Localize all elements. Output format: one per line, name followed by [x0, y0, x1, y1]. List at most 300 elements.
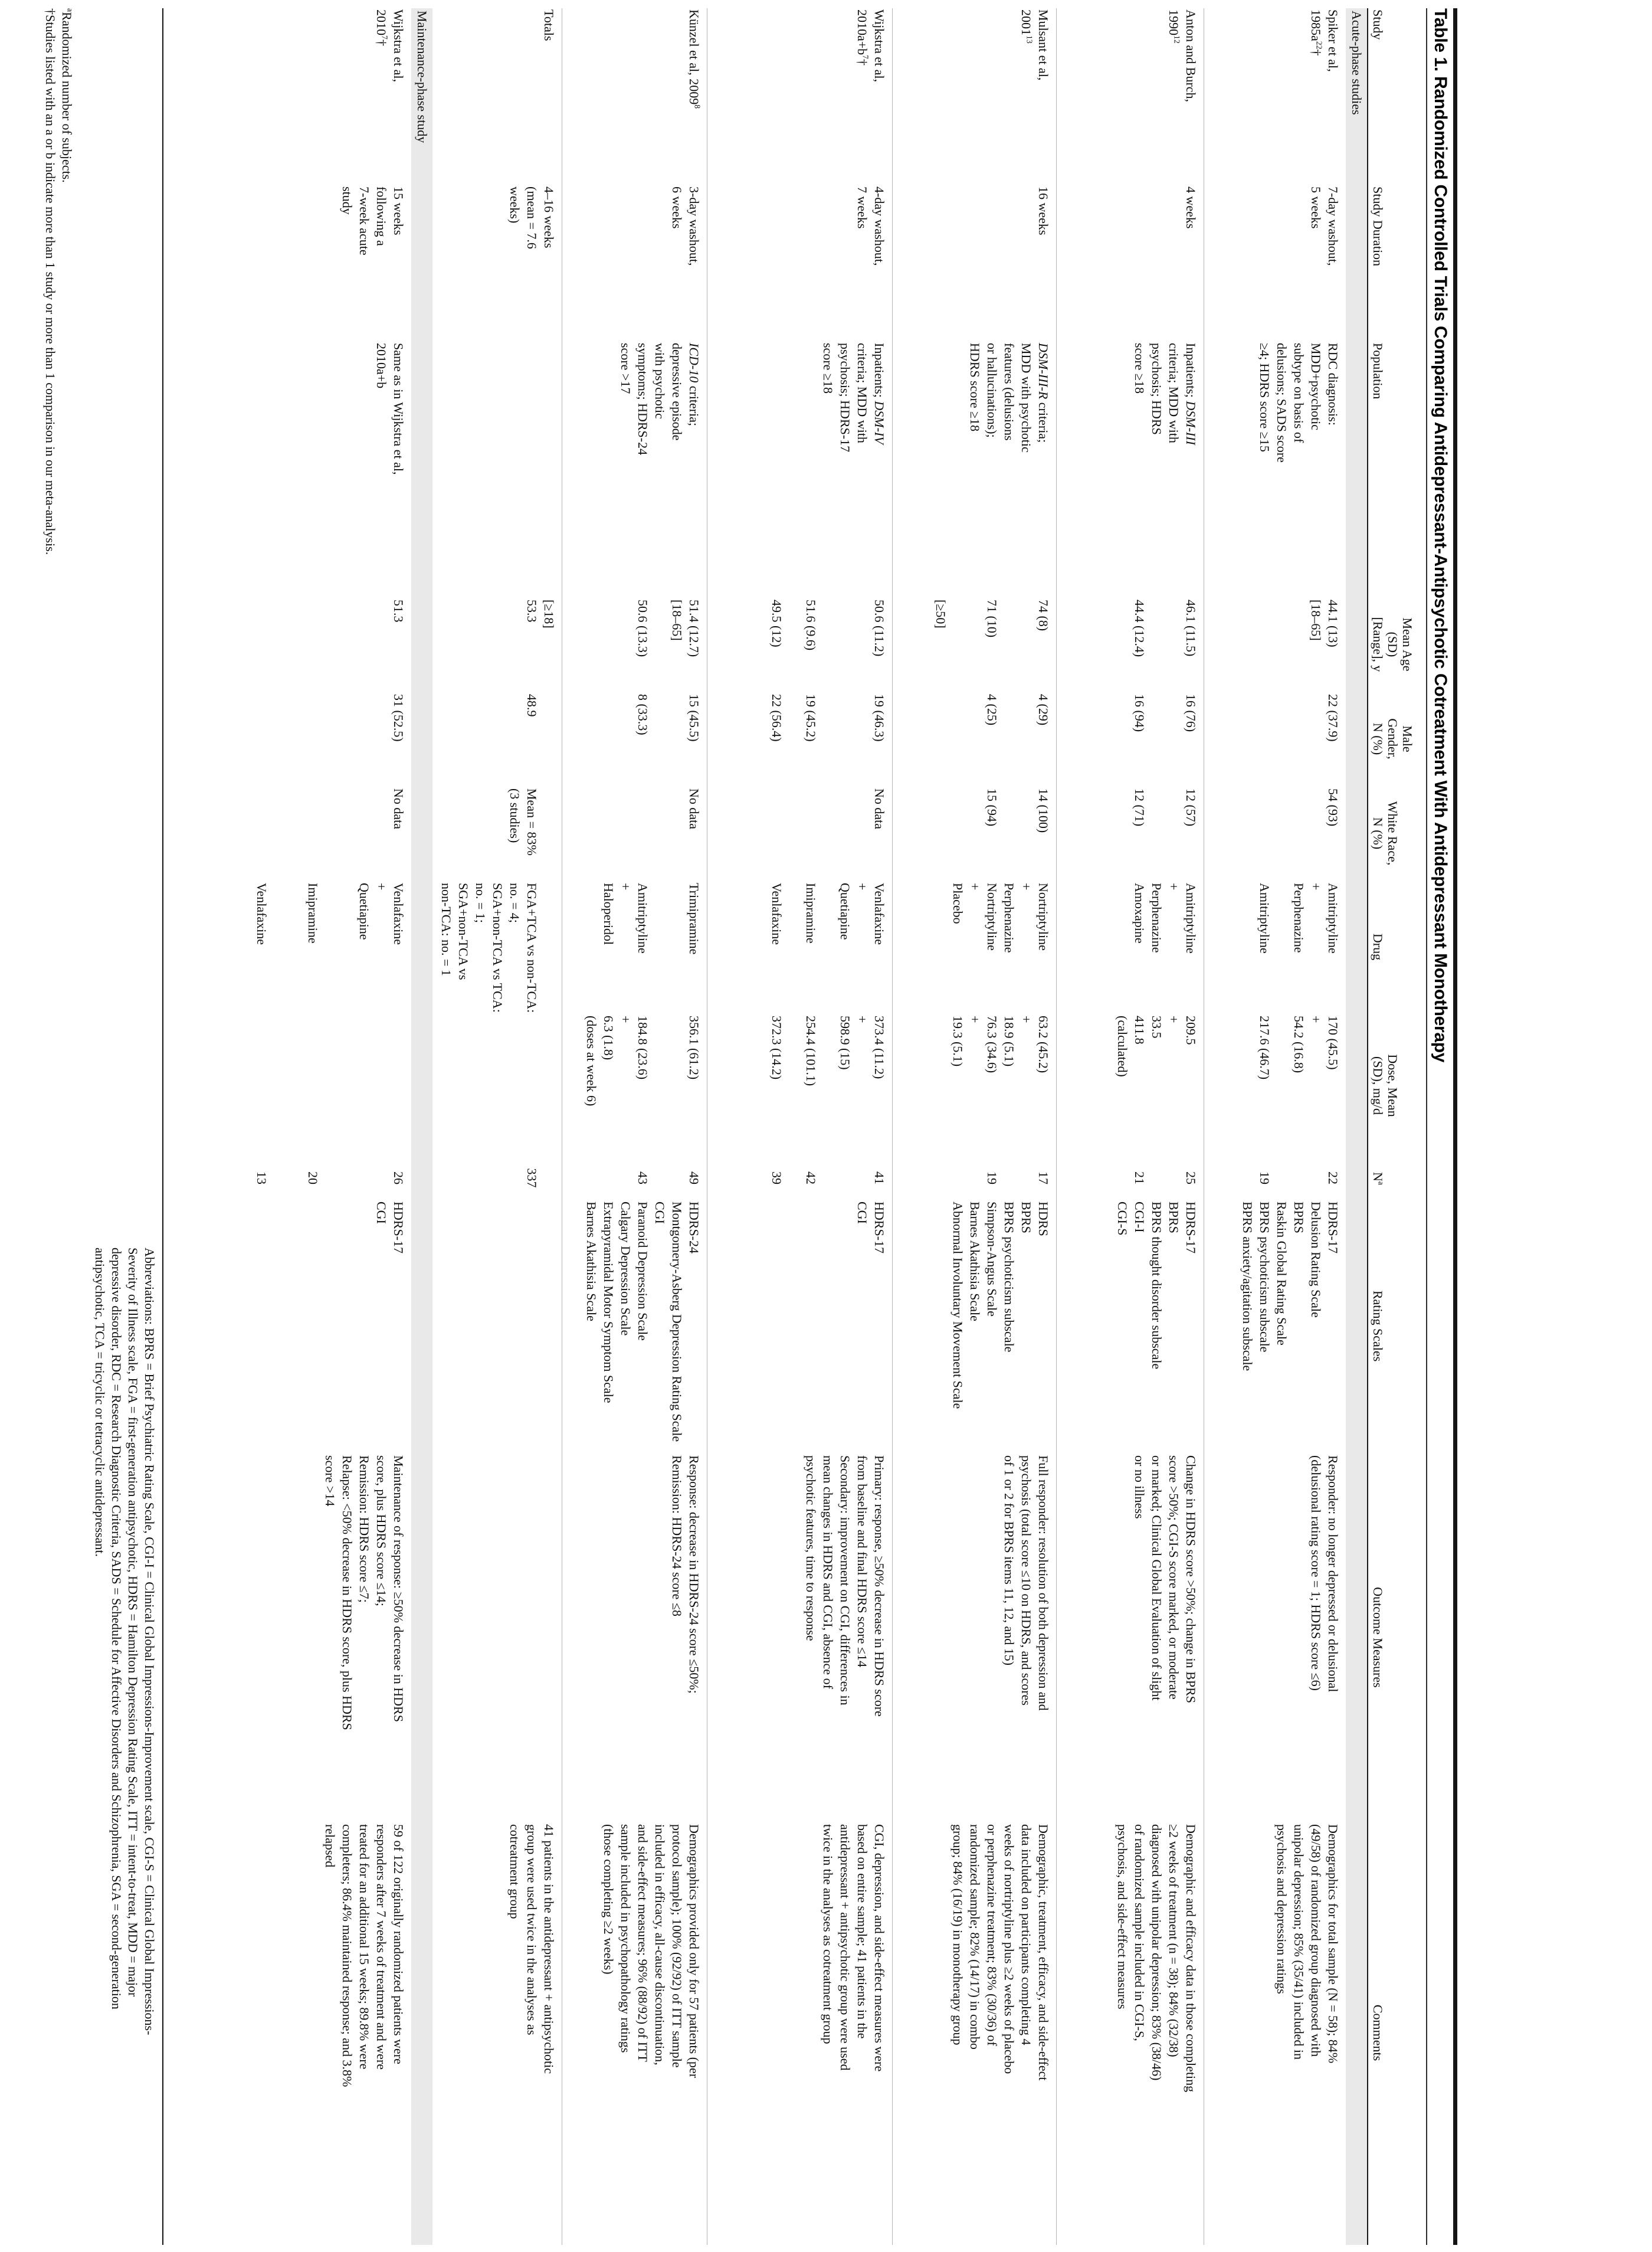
cell-line: BPRS thought disorder subscale	[1149, 1202, 1164, 1370]
section-label: Maintenance-phase study	[415, 11, 430, 143]
cell-line: group were used twice in the analyses as	[525, 1824, 539, 2035]
cell-line	[1307, 1160, 1325, 1196]
cell-line: 19	[985, 1171, 999, 1184]
cell-line	[1273, 1016, 1290, 1154]
cell-line: 25	[1184, 1171, 1198, 1184]
cell-line: HDRS	[1036, 1202, 1051, 1236]
table-title: Table 1. Randomized Controlled Trials Comparing Antidepressant-Antipsychotic Cotreatment With Antidepressant Monotherapy	[1431, 8, 1450, 1063]
cell-line: Quetiapine	[838, 883, 853, 940]
cell-line: (calculated)	[1115, 1016, 1130, 1077]
cell-line: 15 (45.5)	[687, 694, 702, 742]
cell-line: psychosis, and side-effect measures	[1115, 1824, 1130, 2009]
cell-line: Spiker et al,	[1326, 9, 1340, 72]
cell-line: 337	[525, 1168, 539, 1188]
col-header-line: Rating Scales	[1371, 1290, 1385, 1362]
cell-line: from baseline and final HDRS score ≤14	[855, 1455, 870, 1668]
cell-comments	[949, 1823, 1052, 2245]
cell-line: 5 weeks	[1309, 186, 1323, 229]
cell-line: diagnosed with unipolar depression; 83% (38/46)	[1149, 1824, 1164, 2081]
cell-line: +	[1309, 1016, 1323, 1023]
cell-line	[1001, 694, 1018, 783]
cell-line: Perphenazine	[1002, 883, 1017, 953]
cell-line: CGI, depression, and side-effect measures were	[872, 1824, 887, 2072]
cell-line: 7-day washout,	[1326, 186, 1340, 266]
cell-line: Demographics for total sample (N = 58); 84%	[1326, 1824, 1340, 2064]
cell-drug	[253, 882, 407, 1014]
cell-line: Amitriptyline	[1184, 883, 1198, 954]
cell-white	[1325, 787, 1342, 882]
col-header-line: Mean Age	[1400, 617, 1415, 672]
cell-line	[1001, 600, 1018, 688]
cell-line: score >50%; CGI-S score marked, or moderate	[1166, 1455, 1181, 1700]
cell-line: sample included in psychopathology ratings	[618, 1824, 633, 2053]
bottom-rule	[162, 8, 163, 2245]
cell-line	[1148, 788, 1165, 877]
cell-line: Delusion Rating Scale	[1309, 1202, 1323, 1318]
cell-age	[634, 598, 703, 693]
cell-line: FGA+TCA vs non-TCA:	[525, 883, 539, 1013]
cell-line: HDRS-17	[872, 1202, 887, 1254]
cell-drug	[438, 882, 558, 1014]
cell-line	[1165, 600, 1182, 688]
cell-line	[1148, 1160, 1165, 1196]
cell-line: depressive episode	[670, 343, 684, 441]
cell-line: 44.4 (12.4)	[1132, 600, 1147, 657]
cell-study	[854, 8, 888, 185]
col-header-line: Study	[1371, 9, 1385, 40]
cell-age	[390, 598, 407, 693]
cell-rating	[854, 1200, 888, 1454]
cell-line: Amitriptyline	[1326, 883, 1340, 954]
cell-line: Barnes Akathisia Scale	[584, 1202, 599, 1321]
col-header-line: Comments	[1371, 2004, 1385, 2061]
cell-line	[668, 883, 686, 1010]
col-header-line: $N^a$	[1371, 1172, 1386, 1185]
cell-line	[287, 883, 304, 1010]
cell-line: MDD with psychotic	[1019, 343, 1034, 453]
col-header-line: N (%)	[1371, 722, 1385, 755]
cell-line: HDRS-17	[1326, 1202, 1340, 1254]
cell-drug	[600, 882, 703, 1014]
cell-study	[1018, 8, 1052, 185]
cell-line: ≥2 weeks of treatment (n = 38); 84% (32/38)	[1166, 1824, 1181, 2057]
cell-line: symptoms; HDRS-24	[635, 343, 650, 456]
header-row	[1367, 8, 1426, 2245]
cell-rating	[1239, 1200, 1342, 1454]
cell-line: BPRS psychoticism subscale	[1257, 1202, 1272, 1353]
cell-line: twice in the analyses as cotreatment group	[821, 1824, 835, 2044]
cell-line	[651, 1016, 668, 1154]
cell-line	[854, 600, 871, 688]
cell-population	[1131, 342, 1199, 598]
cell-line: 74 (8)	[1036, 600, 1051, 631]
cell-line: no. = 4;	[507, 883, 522, 924]
cell-line	[339, 883, 356, 1010]
cell-line: 15 (94)	[985, 788, 999, 827]
section-row	[1346, 8, 1367, 2245]
cell-line: 7-week acute	[357, 186, 372, 256]
cell-white	[1131, 787, 1199, 882]
cell-line	[785, 1160, 802, 1196]
col-header-outcome	[1371, 1454, 1385, 1823]
cell-line: 51.6 (9.6)	[804, 600, 818, 651]
cell-line	[1148, 694, 1165, 783]
cell-line: SGA+non-TCA vs TCA:	[490, 883, 505, 1013]
cell-line: 4 weeks	[1184, 186, 1198, 229]
cell-line: CGI	[855, 1202, 870, 1224]
cell-line: 33.5	[1149, 1016, 1164, 1039]
cell-line: 19 (45.2)	[804, 694, 818, 742]
cell-line	[322, 883, 339, 1010]
cell-line: Inpatients; DSM-III	[1184, 343, 1198, 445]
cell-line: 2001$^{13}$	[1019, 9, 1034, 44]
cell-duration	[1182, 185, 1199, 342]
abbreviation-line: Abbreviations: BPRS = Brief Psychiatric Rating Scale, CGI-I = Clinical Global Impressions-Improvement scale, CGI-S = Clinical Global Impressions-	[142, 1248, 157, 2035]
cell-line: 372.3 (14.2)	[769, 1016, 784, 1080]
cell-male	[634, 693, 703, 787]
cell-line: (doses at week 6)	[584, 1016, 599, 1107]
cell-line	[540, 883, 558, 1010]
cell-duration	[339, 185, 407, 342]
cell-line: data included on participants completing 4	[1019, 1824, 1034, 2045]
cell-line: 4 (25)	[985, 694, 999, 726]
cell-line: of 1 or 2 for BPRS items 11, 12, and 15)	[1002, 1455, 1017, 1666]
cell-line: Mean = 83%	[525, 788, 539, 856]
cell-line: BPRS anxiety/agitation subscale	[1240, 1202, 1255, 1372]
cell-line	[540, 1160, 558, 1196]
cell-line	[373, 1160, 390, 1196]
cell-duration	[1307, 185, 1342, 342]
footnote-dagger: †Studies listed with an a or b indicate more than 1 study or more than 1 comparison in our meta-analysis.	[43, 8, 58, 555]
abbreviation-line: Severity of Illness scale, FGA = first-generation antipsychotic, HDRS = Hamilton Depression Rating Scale, ITT = intent-to-treat, MDD = major	[126, 1248, 140, 1997]
cell-line: Demographic, treatment, efficacy, and side-effect	[1036, 1824, 1051, 2081]
section-label: Acute-phase studies	[1349, 11, 1364, 115]
cell-line: BPRS	[1019, 1202, 1034, 1233]
cell-line: 411.8	[1132, 1016, 1147, 1045]
cell-line: score >17	[618, 343, 633, 394]
cell-line: +	[1019, 883, 1034, 891]
abbreviation-line: antipsychotic, TCA = tricyclic or tetracyclic antidepressant.	[93, 1248, 107, 1557]
table-row	[707, 8, 893, 2245]
cell-line: Perphenazine	[1149, 883, 1164, 953]
cell-n	[253, 1159, 407, 1200]
cell-line: +	[1019, 1016, 1034, 1023]
col-header-line: Outcome Measures	[1371, 1587, 1385, 1688]
cell-line: Montgomery-Asberg Depression Rating Scale	[670, 1202, 684, 1442]
cell-line	[668, 1016, 686, 1154]
cell-line: 19 (46.3)	[872, 694, 887, 742]
cell-line: 43	[635, 1171, 650, 1184]
cell-line: protocol sample); 100% (92/92) of ITT sample	[670, 1824, 684, 2068]
cell-duration	[854, 185, 888, 342]
cell-white	[506, 787, 558, 882]
cell-male	[768, 693, 888, 787]
cell-line: responders after 7 weeks of treatment and were	[374, 1824, 389, 2070]
cell-male	[1131, 693, 1199, 787]
cell-population	[373, 342, 407, 598]
cell-line: following a	[374, 186, 389, 246]
cell-n	[1256, 1159, 1342, 1200]
cell-line: BPRS	[1166, 1202, 1181, 1233]
cell-line: Künzel et al, 2009$^8$	[687, 9, 702, 109]
cell-line: CGI	[653, 1202, 667, 1224]
cell-line: criteria; MDD with	[1166, 343, 1181, 443]
cell-line: ICD-10 criteria;	[687, 343, 702, 427]
cell-line: Responder: no longer depressed or delusional	[1326, 1455, 1340, 1693]
cell-dose	[949, 1014, 1052, 1159]
cell-line: [18–65]	[1309, 600, 1323, 641]
cell-line: 51.4 (12.7)	[687, 600, 702, 657]
cell-line: 8 (33.3)	[635, 694, 650, 735]
cell-rating	[373, 1200, 407, 1454]
cell-line: Raskin Global Rating Scale	[1274, 1202, 1289, 1346]
cell-line	[1273, 1160, 1290, 1196]
cell-line: psychosis; HDRS	[1149, 343, 1164, 435]
cell-line	[785, 694, 802, 783]
cell-line: +	[1166, 1016, 1181, 1023]
cell-line: 373.4 (11.2)	[872, 1016, 887, 1079]
cell-line: Anton and Burch,	[1184, 9, 1198, 103]
cell-line: 49	[687, 1171, 702, 1184]
cell-line: HDRS-24	[687, 1202, 702, 1254]
col-header-line: (SD), mg/d	[1371, 1056, 1385, 1115]
cell-line: 16 (76)	[1184, 694, 1198, 732]
col-header-line: [Range], y	[1371, 617, 1385, 672]
cell-line: 26	[391, 1171, 406, 1184]
cell-line: Extrapyramidal Motor Symptom Scale	[601, 1202, 616, 1403]
cell-duration	[1035, 185, 1052, 342]
cell-line: psychosis (total score ≤10 on HDRS, and scores	[1019, 1455, 1034, 1706]
col-header-line: Male	[1400, 725, 1415, 752]
cell-line: 598.9 (15)	[838, 1016, 853, 1070]
cell-line: Haloperidol	[601, 883, 616, 945]
cell-line: RDC diagnosis:	[1326, 343, 1340, 425]
cell-age	[523, 598, 558, 693]
cell-line: delusions; SADS score	[1274, 343, 1289, 463]
cell-line: with psychotic	[653, 343, 667, 419]
cell-line: 3-day washout,	[687, 186, 702, 266]
cell-line: non-TCA: no. = 1	[439, 883, 454, 976]
cell-line: or no illness	[1132, 1455, 1147, 1519]
cell-line: Nortriptyline	[985, 883, 999, 951]
cell-line	[1001, 1160, 1018, 1196]
cell-line: Trimipramine	[687, 883, 702, 955]
cell-line: 46.1 (11.5)	[1184, 600, 1198, 657]
cell-drug	[1256, 882, 1342, 1014]
cell-line: 41	[872, 1171, 887, 1184]
cell-line	[854, 694, 871, 783]
cell-line: no. = 1;	[473, 883, 488, 924]
cell-line: 53.3	[525, 600, 539, 623]
cell-line: 22 (56.4)	[769, 694, 784, 742]
cell-line: 22	[1326, 1171, 1340, 1184]
cell-rating	[583, 1200, 703, 1454]
cell-line: +	[968, 883, 982, 891]
cell-comments	[600, 1823, 703, 2245]
cell-comments	[322, 1823, 407, 2245]
cell-line: group; 84% (16/19) in monotherapy group	[950, 1824, 965, 2045]
cell-line: 4 (29)	[1036, 694, 1051, 726]
cell-age	[1131, 598, 1199, 693]
cell-line	[339, 1160, 356, 1196]
cell-line: 16 (94)	[1132, 694, 1147, 732]
section-row	[411, 8, 432, 2245]
cell-line: (3 studies)	[507, 788, 522, 843]
cell-line: Wijkstra et al,	[391, 9, 406, 83]
cell-dose	[1114, 1014, 1199, 1159]
cell-line: 4-day washout,	[872, 186, 887, 266]
cell-line: 76.3 (34.6)	[985, 1016, 999, 1073]
cell-line	[837, 1160, 854, 1196]
cell-line: 22 (37.9)	[1326, 694, 1340, 742]
cell-outcome	[1001, 1454, 1052, 1823]
cell-line	[651, 694, 668, 783]
cell-line: Quetiapine	[357, 883, 372, 940]
cell-line: 21	[1132, 1171, 1147, 1184]
cell-line: based on entire sample; 41 patients in the	[855, 1824, 870, 2039]
footnote-a: $^a$Randomized number of subjects.	[60, 8, 75, 183]
footnote-list	[42, 8, 75, 2245]
col-header-comments	[1371, 1823, 1385, 2245]
cell-line	[820, 1160, 837, 1196]
cell-line: Simpson-Angus Scale	[985, 1202, 999, 1317]
cell-drug	[1131, 882, 1199, 1014]
cell-line: Barnes Akathisia Scale	[968, 1202, 982, 1321]
cell-line: Response: decrease in HDRS-24 score ≤50%;	[687, 1455, 702, 1694]
cell-drug	[949, 882, 1052, 1014]
cell-line	[966, 600, 984, 688]
col-header-line: (SD)	[1385, 631, 1400, 657]
cell-line	[651, 600, 668, 688]
cell-line: Venlafaxine	[391, 883, 406, 945]
cell-line: Remission: HDRS-24 score ≤8	[670, 1455, 684, 1617]
cell-line: +	[968, 1016, 982, 1023]
cell-line: ≥4; HDRS score ≥15	[1257, 343, 1272, 452]
cell-line: 59 of 122 originally randomized patients were	[391, 1824, 406, 2064]
cell-line: Nortriptyline	[1036, 883, 1051, 951]
cell-line: CGI	[374, 1202, 389, 1224]
cell-population	[617, 342, 703, 598]
cell-line: HDRS-17	[391, 1202, 406, 1254]
cell-comments	[820, 1823, 888, 2245]
cell-line: psychosis and depression ratings	[1274, 1824, 1289, 1994]
col-header-dose	[1371, 1014, 1400, 1159]
col-header-rating	[1371, 1200, 1385, 1454]
cell-n	[768, 1159, 888, 1200]
cell-line: 50.6 (11.2)	[872, 600, 887, 657]
cell-line: relapsed	[323, 1824, 337, 1868]
cell-population	[966, 342, 1052, 598]
cell-line: No data	[687, 788, 702, 830]
cell-line	[949, 600, 966, 688]
cell-line: [≥50]	[933, 600, 948, 629]
col-header-line: Gender,	[1385, 718, 1400, 760]
cell-line: (delusional rating score = 1; HDRS score ≤6)	[1309, 1455, 1323, 1691]
abbreviations-note	[91, 1248, 158, 2245]
cell-line: Wijkstra et al,	[872, 9, 887, 83]
table-row	[1057, 8, 1204, 2245]
col-header-line: N (%)	[1371, 817, 1385, 850]
cell-line: +	[618, 1016, 633, 1023]
cell-age	[1307, 598, 1342, 693]
cell-line: Venlafaxine	[254, 883, 269, 945]
cell-white	[390, 787, 407, 882]
cell-line: 50.6 (13.3)	[635, 600, 650, 657]
cell-line: psychosis; HDRS-17	[838, 343, 853, 453]
cell-line: (those completing ≥2 weeks)	[601, 1824, 616, 1975]
cell-line: 18.9 (5.1)	[1002, 1016, 1017, 1067]
cell-line: +	[855, 1016, 870, 1023]
cell-line: or perphenazine treatment; 83% (30/36) of	[985, 1824, 999, 2046]
cell-comments	[1273, 1823, 1342, 2245]
cell-line: Venlafaxine	[769, 883, 784, 945]
cell-line: study	[340, 186, 355, 215]
cell-line: Venlafaxine	[872, 883, 887, 945]
cell-line: DSM-III-R criteria;	[1036, 343, 1051, 443]
cell-comments	[1114, 1823, 1199, 2245]
cell-line: 71 (10)	[985, 600, 999, 638]
cell-line: Demographic and efficacy data in those completing	[1184, 1824, 1198, 2093]
cell-line: treated for an additional 15 weeks; 89.8% were	[357, 1824, 372, 2070]
cell-line: Perphenazine	[1292, 883, 1306, 953]
col-header-drug	[1371, 882, 1385, 1014]
cell-line: score >14	[323, 1455, 337, 1507]
cell-line: +	[1309, 883, 1323, 891]
cell-line: or marked; Clinical Global Evaluation of slight	[1149, 1455, 1164, 1701]
cell-line	[540, 788, 558, 877]
cell-line: 4–16 weeks	[542, 186, 556, 248]
cell-study	[1307, 8, 1342, 185]
cell-dose	[583, 1014, 703, 1159]
cell-line: 39	[769, 1171, 784, 1184]
cell-line	[854, 1160, 871, 1196]
cell-line: weeks of nortriptyline plus ≥2 weeks of placebo	[1002, 1824, 1017, 2074]
cell-population	[820, 342, 888, 598]
cell-line: 16 weeks	[1036, 186, 1051, 235]
cell-study	[373, 8, 407, 185]
cell-line	[1273, 883, 1290, 1010]
cell-line	[1165, 1160, 1182, 1196]
col-header-line: White Race,	[1385, 801, 1400, 866]
col-header-line: Study Duration	[1371, 186, 1385, 267]
cell-age	[932, 598, 1052, 693]
cell-dose	[1256, 1014, 1342, 1159]
cell-line: of randomized sample included in CGI-S,	[1132, 1824, 1147, 2041]
cell-line: BPRS psychoticism subscale	[1002, 1202, 1017, 1353]
cell-line: 54 (93)	[1326, 788, 1340, 827]
cell-line: 356.1 (61.2)	[687, 1016, 702, 1080]
col-header-study	[1371, 8, 1385, 185]
cell-line: score, plus HDRS score ≤14;	[374, 1455, 389, 1606]
cell-line: cotreatment group	[507, 1824, 522, 1919]
cell-line: Placebo	[950, 883, 965, 924]
cell-white	[984, 787, 1052, 882]
cell-line: Imipramine	[306, 883, 320, 944]
cell-age	[768, 598, 888, 693]
cell-line: $2010a+b^7\dagger$	[855, 9, 870, 66]
cell-dose	[768, 1014, 888, 1159]
cell-line: CGI-I	[1132, 1202, 1147, 1233]
cell-line: features (delusions	[1002, 343, 1017, 441]
cell-line: 48.9	[525, 694, 539, 717]
cell-line: 44.1 (13)	[1326, 600, 1340, 647]
cell-n	[1131, 1159, 1199, 1200]
cell-rating	[949, 1200, 1052, 1454]
cell-outcome	[1307, 1454, 1342, 1823]
cell-line	[785, 600, 802, 688]
cell-line: 2010$^7$†	[374, 9, 389, 46]
cell-line: and side-effect measures; 96% (88/92) of ITT	[635, 1824, 650, 2062]
